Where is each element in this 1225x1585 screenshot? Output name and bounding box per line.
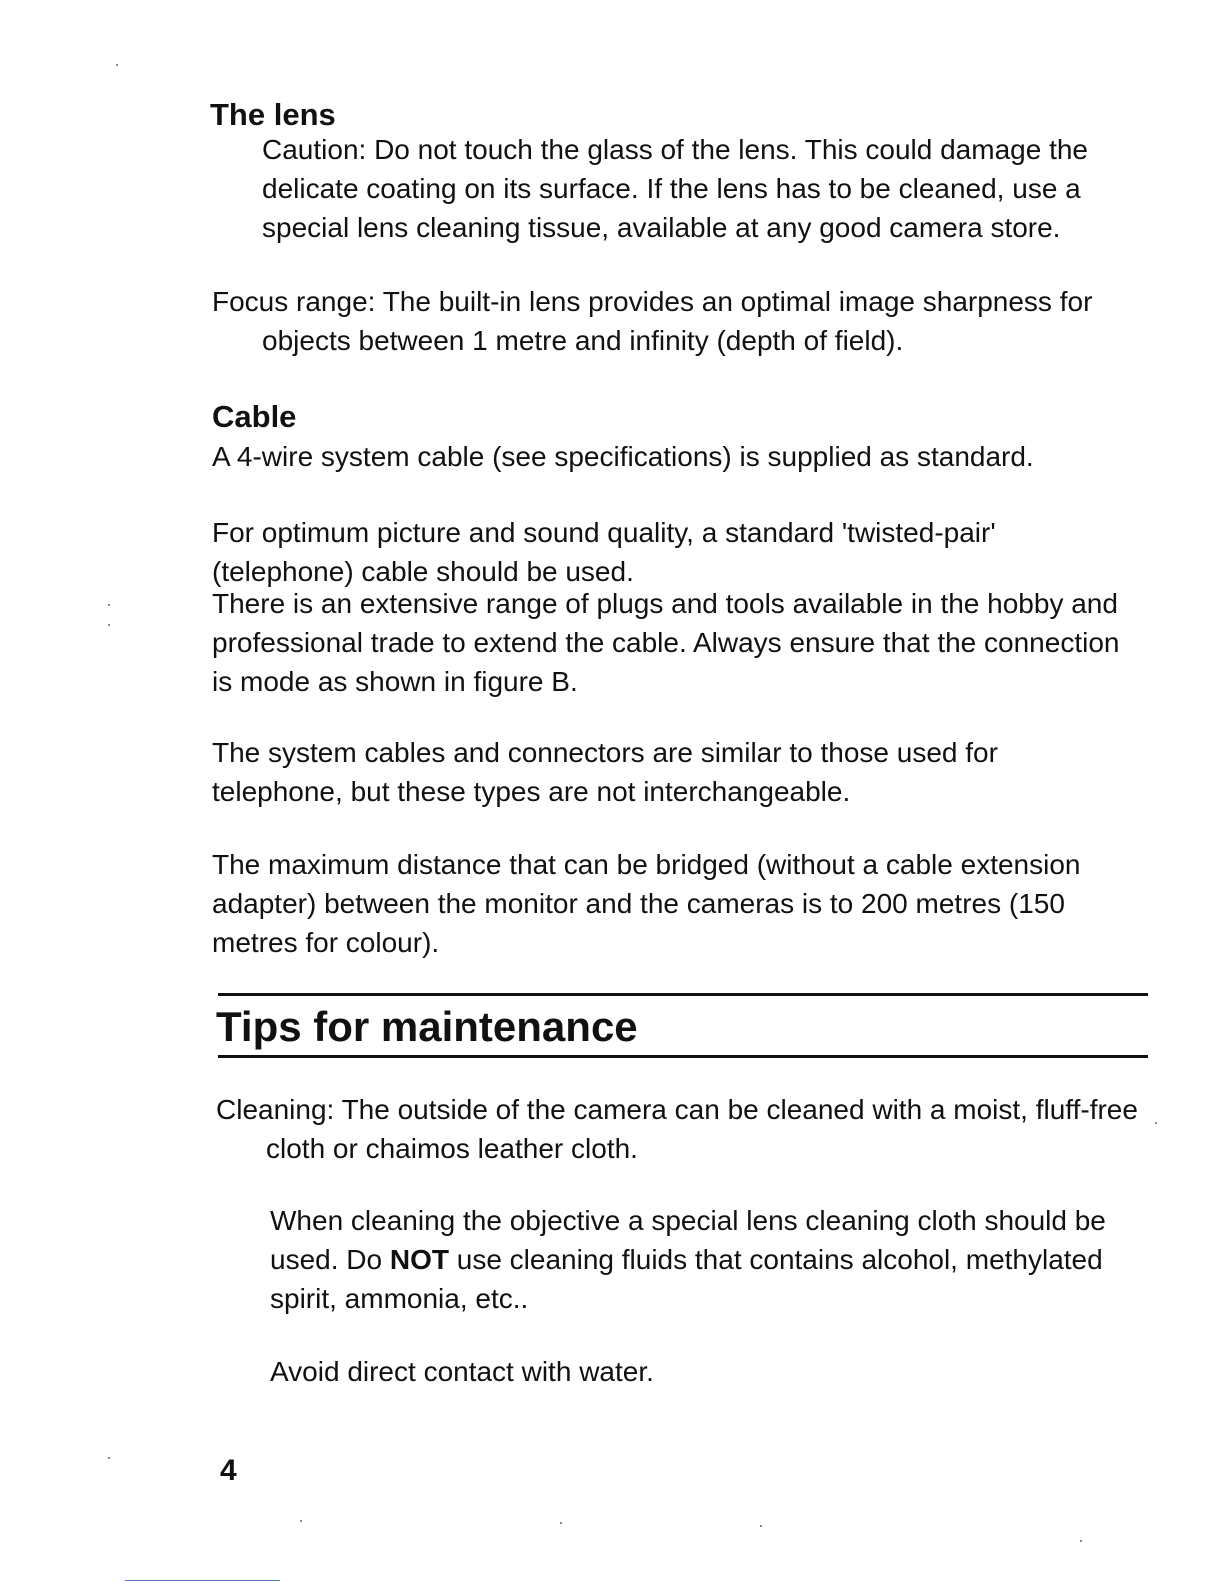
scan-speck [108,624,110,626]
cable-connectors: The system cables and connectors are similar to those used for telephone, but these types are not interchangeable. [212,737,998,807]
focus-range: Focus range: The built-in lens provides an optimal image sharpness for objects between 1 metre and infinity (depth of field). [212,286,1093,356]
objective-cleaning [270,1201,1150,1318]
water-warning: Avoid direct contact with water. [270,1356,654,1387]
cable-extension: There is an extensive range of plugs and tools available in the hobby and professional trade to extend the cable. Always ensure that the connection is mode as shown in figure B. [212,588,1120,697]
scan-speck [108,604,110,606]
lens-heading: The lens [210,97,336,132]
objective-text-before: When cleaning the objective a special lens cleaning cloth should be used. Do [270,1205,1106,1275]
page-number: 4 [220,1454,237,1487]
scan-edge-line [125,1580,280,1581]
scan-speck [300,1520,302,1522]
bottom-rule [218,1055,1148,1058]
cable-max-distance: The maximum distance that can be bridged (without a cable extension adapter) between the monitor and the cameras is to 200 metres (150 metres for colour). [212,849,1081,958]
scan-speck [1155,1122,1157,1124]
top-rule [218,993,1148,996]
scan-speck [108,1457,110,1459]
cable-standard: A 4-wire system cable (see specifications) is supplied as standard. [212,441,1034,472]
lens-caution: Caution: Do not touch the glass of the lens. This could damage the delicate coating on its surface. If the lens has to be cleaned, use a special lens cleaning tissue, available at any good camera store. [262,134,1088,243]
objective-emphasis: NOT [389,1244,449,1275]
maintenance-heading: Tips for maintenance [216,1003,638,1050]
scan-speck [560,1522,562,1524]
objective-text-after: use cleaning fluids that contains alcohol, methylated spirit, ammonia, etc.. [270,1244,1103,1314]
cleaning-text: Cleaning: The outside of the camera can be cleaned with a moist, fluff-free cloth or chaimos leather cloth. [216,1094,1138,1164]
cable-heading: Cable [212,399,297,434]
scan-speck [760,1525,762,1527]
scan-speck [116,64,118,66]
cable-twisted-pair: For optimum picture and sound quality, a standard 'twisted-pair' (telephone) cable should be used. [212,517,996,587]
scan-speck [1080,1540,1082,1542]
